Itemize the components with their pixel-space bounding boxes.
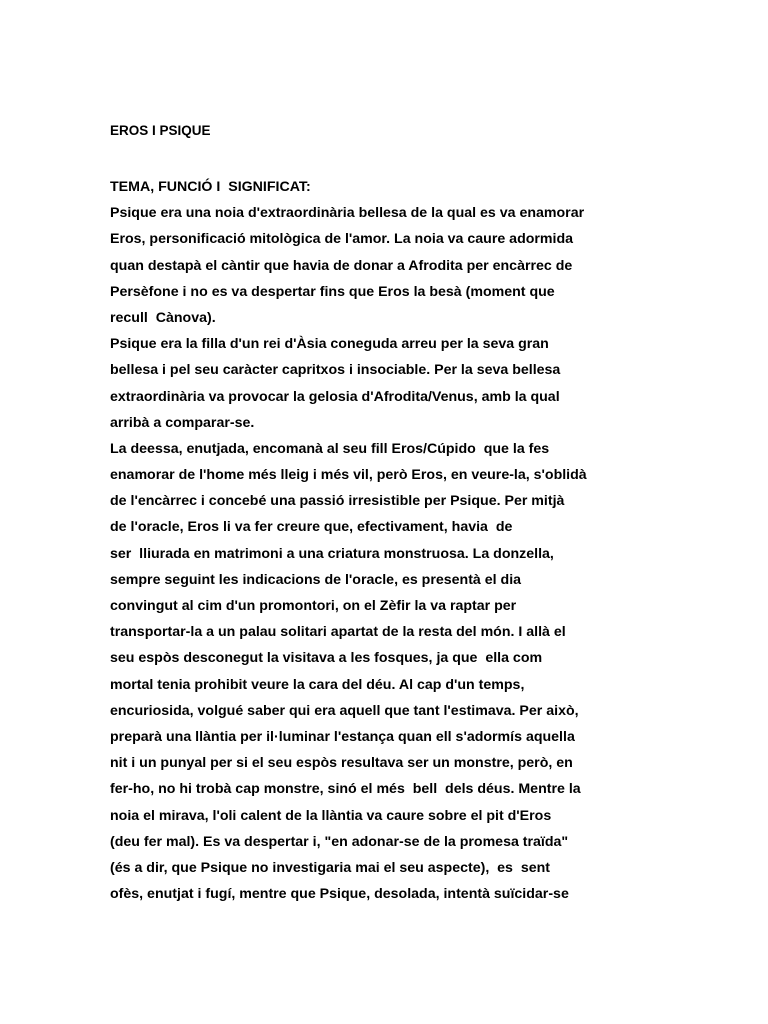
text-line: mortal tenia prohibit veure la cara del déu. Al cap d'un temps, xyxy=(110,676,525,693)
text-line: preparà una llàntia per il·luminar l'estança quan ell s'adormís aquella xyxy=(110,728,575,745)
text-line: seu espòs desconegut la visitava a les fosques, ja que ella com xyxy=(110,650,543,667)
text-line: encuriosida, volgué saber qui era aquell que tant l'estimava. Per això, xyxy=(110,702,579,719)
text-line: nit i un punyal per si el seu espòs resultava ser un monstre, però, en xyxy=(110,755,573,772)
text-line: (és a dir, que Psique no investigaria mai el seu aspecte), es sent xyxy=(110,859,550,876)
text-line: de l'oracle, Eros li va fer creure que, efectivament, havia de xyxy=(110,519,513,536)
text-line: Psique era la filla d'un rei d'Àsia coneguda arreu per la seva gran xyxy=(110,336,549,353)
text-line: ofès, enutjat i fugí, mentre que Psique, desolada, intentà suïcidar-se xyxy=(110,886,569,903)
text-line: Persèfone i no es va despertar fins que Eros la besà (moment que xyxy=(110,283,555,300)
text-line: noia el mirava, l'oli calent de la llàntia va caure sobre el pit d'Eros xyxy=(110,807,552,824)
text-line: de l'encàrrec i concebé una passió irresistible per Psique. Per mitjà xyxy=(110,493,565,510)
text-line: transportar-la a un palau solitari apartat de la resta del món. I allà el xyxy=(110,624,566,641)
text-line: La deessa, enutjada, encomanà al seu fill Eros/Cúpido que la fes xyxy=(110,440,550,457)
text-line: extraordinària va provocar la gelosia d'Afrodita/Venus, amb la qual xyxy=(110,388,560,405)
text-line: quan destapà el càntir que havia de donar a Afrodita per encàrrec de xyxy=(110,257,573,274)
text-line: arribà a comparar-se. xyxy=(110,414,255,431)
text-line: recull Cànova). xyxy=(110,309,216,326)
text-line: enamorar de l'home més lleig i més vil, però Eros, en veure-la, s'oblidà xyxy=(110,467,587,484)
document-title: EROS I PSIQUE xyxy=(110,123,211,138)
document-body xyxy=(110,177,587,910)
text-line: fer-ho, no hi trobà cap monstre, sinó el més bell dels déus. Mentre la xyxy=(110,781,581,798)
text-line: bellesa i pel seu caràcter capritxos i insociable. Per la seva bellesa xyxy=(110,362,561,379)
text-line: sempre seguint les indicacions de l'oracle, es presentà el dia xyxy=(110,571,522,588)
text-line: Eros, personificació mitològica de l'amor. La noia va caure adormida xyxy=(110,231,574,248)
text-line: Psique era una noia d'extraordinària bellesa de la qual es va enamorar xyxy=(110,205,585,222)
text-line: TEMA, FUNCIÓ I SIGNIFICAT: xyxy=(110,179,311,195)
text-line: convingut al cim d'un promontori, on el Zèfir la va raptar per xyxy=(110,598,517,614)
text-line: ser lliurada en matrimoni a una criatura monstruosa. La donzella, xyxy=(110,545,554,562)
text-line: (deu fer mal). Es va despertar i, "en adonar-se de la promesa traïda" xyxy=(110,833,569,850)
